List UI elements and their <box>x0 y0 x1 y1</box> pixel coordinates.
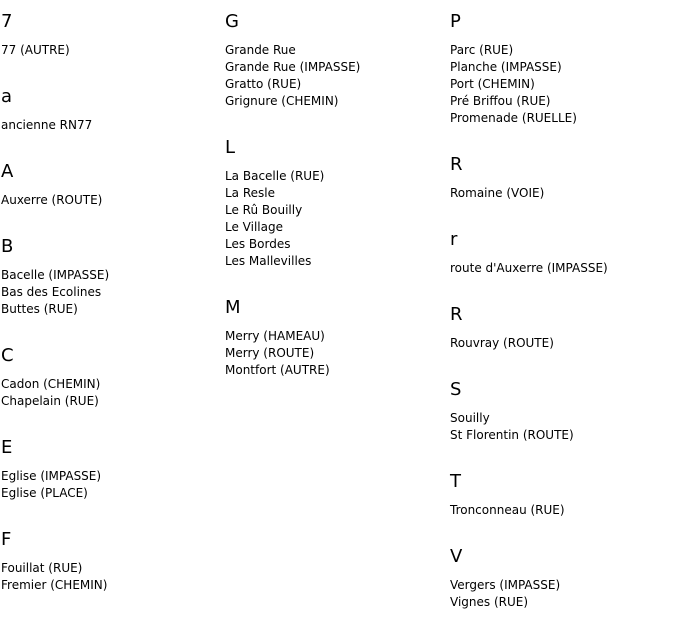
street-name: Fouillat (RUE) <box>1 561 83 575</box>
street-name: route d'Auxerre (IMPASSE) <box>450 261 608 275</box>
street-name: Gratto (RUE) <box>225 77 302 91</box>
street-name: Bas des Ecolines <box>1 285 102 299</box>
street-name: Eglise (IMPASSE) <box>1 469 102 483</box>
letter-group <box>1 426 226 518</box>
letter-group <box>450 143 675 218</box>
letter-heading: B <box>1 236 14 257</box>
street-list <box>450 502 675 535</box>
street-name: Parc (RUE) <box>450 43 514 57</box>
letter-group <box>1 0 226 75</box>
letter-group <box>450 368 675 460</box>
letter-heading: L <box>225 137 236 158</box>
letter-heading: G <box>225 11 239 32</box>
letter-heading: T <box>450 471 461 492</box>
street-name: Auxerre (ROUTE) <box>1 193 103 207</box>
street-list <box>450 42 675 143</box>
letter-group <box>1 75 226 150</box>
index-column <box>450 0 675 627</box>
street-list <box>225 328 450 395</box>
street-name: Les Mallevilles <box>225 254 312 268</box>
street-list <box>1 468 226 518</box>
letter-group <box>1 225 226 334</box>
street-name: Vergers (IMPASSE) <box>450 578 561 592</box>
street-name: Les Bordes <box>225 237 291 251</box>
street-list <box>1 376 226 426</box>
letter-heading: S <box>450 379 462 400</box>
street-list <box>450 260 675 293</box>
street-name: Rouvray (ROUTE) <box>450 336 554 350</box>
street-name: Grande Rue <box>225 43 296 57</box>
street-list <box>225 168 450 286</box>
street-name: Romaine (VOIE) <box>450 186 545 200</box>
street-name: Le Village <box>225 220 283 234</box>
letter-group <box>450 535 675 627</box>
street-name: Merry (ROUTE) <box>225 346 315 360</box>
letter-heading: a <box>1 86 13 107</box>
letter-group <box>450 293 675 368</box>
street-name: Le Rû Bouilly <box>225 203 303 217</box>
letter-group <box>1 518 226 610</box>
street-name: Cadon (CHEMIN) <box>1 377 101 391</box>
street-name: Buttes (RUE) <box>1 302 78 316</box>
street-name: Port (CHEMIN) <box>450 77 535 91</box>
letter-group <box>1 334 226 426</box>
letter-heading: R <box>450 154 463 175</box>
street-name: Planche (IMPASSE) <box>450 60 562 74</box>
street-list <box>450 410 675 460</box>
street-list <box>1 560 226 610</box>
letter-heading: A <box>1 161 14 182</box>
letter-heading: M <box>225 297 241 318</box>
street-name: ancienne RN77 <box>1 118 93 132</box>
street-list <box>225 42 450 126</box>
street-name: Eglise (PLACE) <box>1 486 88 500</box>
street-name: Merry (HAMEAU) <box>225 329 325 343</box>
street-list <box>450 335 675 368</box>
index-column <box>225 0 450 395</box>
street-name: Tronconneau (RUE) <box>450 503 565 517</box>
street-name: Bacelle (IMPASSE) <box>1 268 110 282</box>
street-list <box>1 267 226 334</box>
street-name: 77 (AUTRE) <box>1 43 70 57</box>
letter-group <box>450 218 675 293</box>
letter-heading: V <box>450 546 463 567</box>
street-name: La Bacelle (RUE) <box>225 169 325 183</box>
letter-group <box>450 460 675 535</box>
letter-group <box>225 0 450 126</box>
street-name: Grignure (CHEMIN) <box>225 94 339 108</box>
letter-heading: R <box>450 304 463 325</box>
street-name: Pré Briffou (RUE) <box>450 94 551 108</box>
street-name: Souilly <box>450 411 490 425</box>
letter-heading: F <box>1 529 12 550</box>
letter-group <box>225 126 450 286</box>
street-name: Fremier (CHEMIN) <box>1 578 108 592</box>
letter-group <box>1 150 226 225</box>
letter-heading: E <box>1 437 13 458</box>
street-list <box>450 577 675 627</box>
letter-heading: r <box>450 229 458 250</box>
street-list <box>450 185 675 218</box>
street-name: Montfort (AUTRE) <box>225 363 330 377</box>
letter-heading: 7 <box>1 11 13 32</box>
index-column <box>1 0 226 610</box>
street-name: La Resle <box>225 186 276 200</box>
street-name: St Florentin (ROUTE) <box>450 428 574 442</box>
street-list <box>1 42 226 75</box>
letter-heading: C <box>1 345 14 366</box>
street-list <box>1 192 226 225</box>
letter-group <box>450 0 675 143</box>
letter-heading: P <box>450 11 461 32</box>
street-name: Promenade (RUELLE) <box>450 111 577 125</box>
street-name: Grande Rue (IMPASSE) <box>225 60 361 74</box>
street-name: Chapelain (RUE) <box>1 394 99 408</box>
street-name: Vignes (RUE) <box>450 595 529 609</box>
street-list <box>1 117 226 150</box>
letter-group <box>225 286 450 395</box>
